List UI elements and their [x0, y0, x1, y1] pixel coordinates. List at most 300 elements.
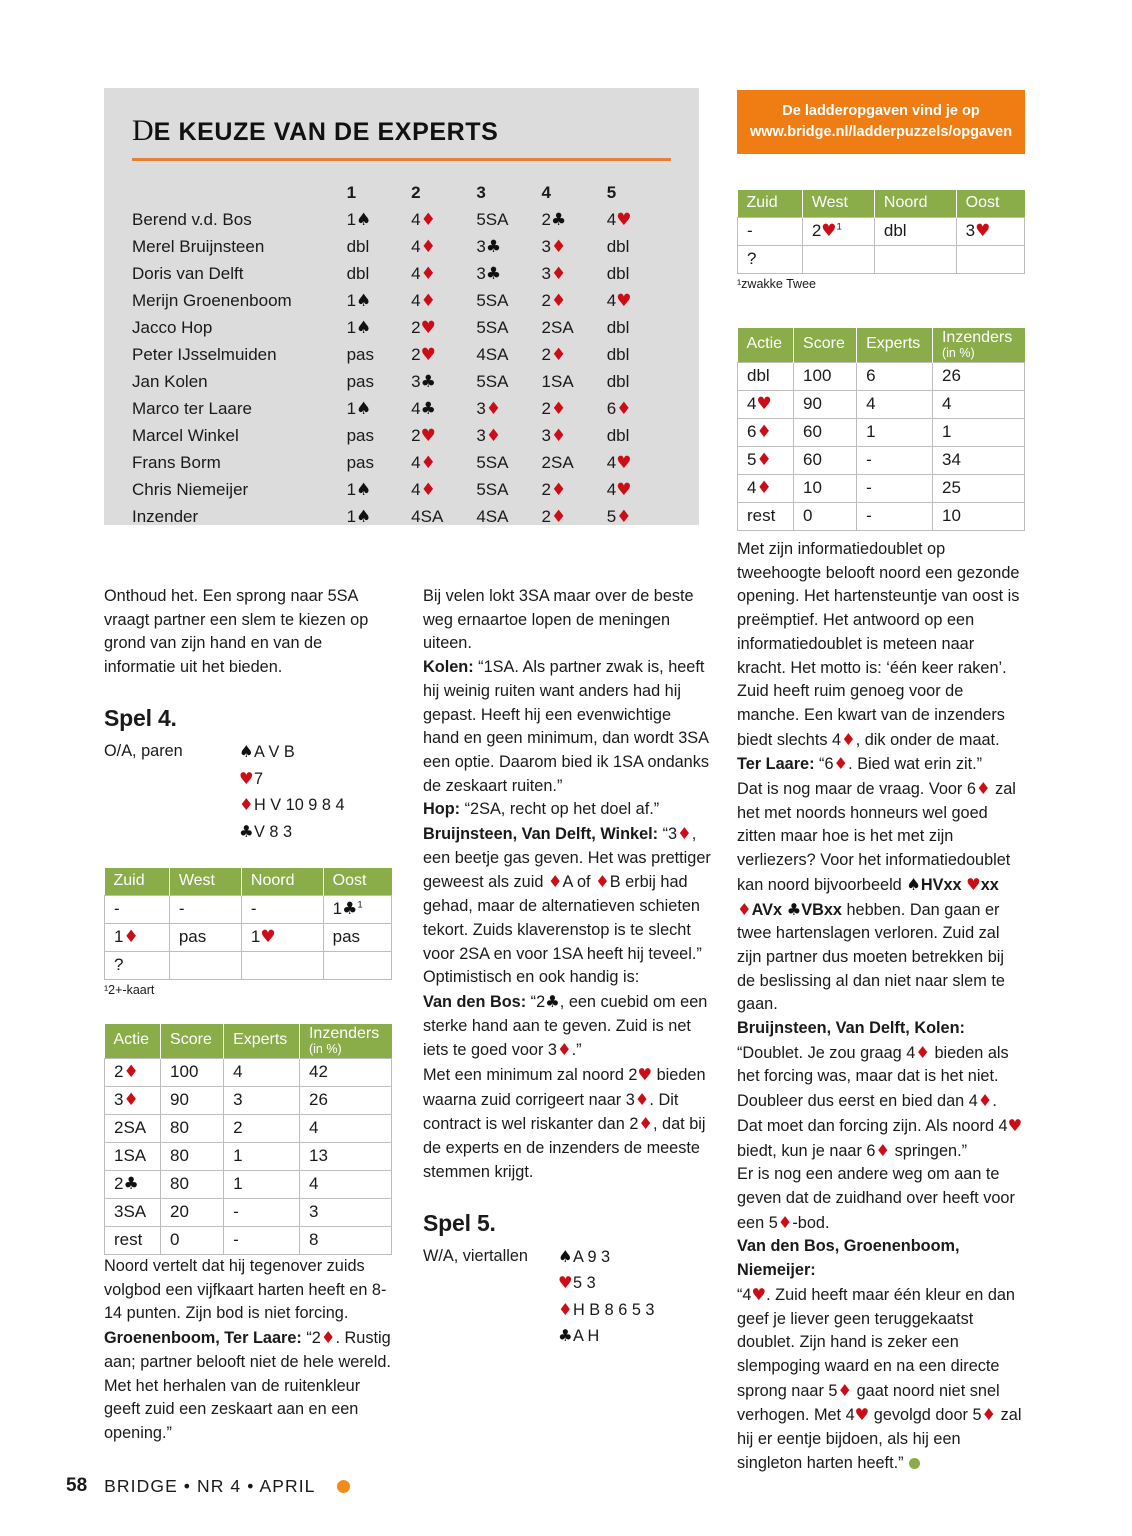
heart-icon: ♥	[616, 209, 632, 230]
expert-name: Inzender	[132, 506, 199, 526]
expert-bid-3: 3♦	[476, 398, 502, 419]
terlaare-speaker: Ter Laare:	[737, 755, 815, 774]
expert-bid-1: 1♠	[346, 506, 372, 527]
footer-dot-icon	[337, 1480, 350, 1493]
heart-icon: ♥	[616, 479, 632, 500]
c3-hand-diamonds: AVx	[751, 900, 787, 919]
expert-bid-1: 1♠	[346, 398, 372, 419]
diamond-icon: ♦	[756, 449, 772, 470]
kolen-speaker: Kolen:	[423, 658, 474, 677]
score-table-spel4-header	[105, 1024, 392, 1058]
club-icon: ♣	[123, 1173, 139, 1194]
diamond-icon: ♦	[558, 1299, 573, 1319]
spade-icon: ♠	[906, 874, 921, 894]
expert-bid-2: 4♦	[411, 452, 436, 473]
diamond-icon: ♦	[756, 477, 772, 498]
bidding-spel5-header-oost: Oost	[956, 190, 1024, 218]
diamond-icon: ♦	[551, 506, 567, 527]
score-spel4-cell: 1	[224, 1170, 300, 1198]
expert-name: Merijn Groenenboom	[132, 290, 292, 310]
score-spel4-cell: 3	[224, 1086, 300, 1114]
diamond-icon: ♦	[551, 425, 567, 446]
experts-choice-table	[132, 179, 671, 530]
score-spel4-cell: 100	[161, 1058, 224, 1086]
expert-bid-1: pas	[346, 452, 374, 472]
bidding-table-spel4	[104, 868, 392, 980]
bidding-spel4-cell: pas	[323, 924, 391, 952]
c3-p3-part2: -bod.	[792, 1213, 830, 1232]
bvk-part2: bieden als het forcing was, maar dat is het niet. Doubleer dus eerst en bied dan 4	[737, 1043, 1009, 1111]
score-spel4-row	[105, 1170, 392, 1198]
spel5-hearts	[558, 1270, 654, 1296]
experts-table-header-row	[132, 179, 671, 206]
diamond-icon: ♦	[777, 1212, 793, 1232]
experts-panel	[104, 88, 699, 525]
last-part3: . Dit contract is wel riskanter dan 2	[423, 1090, 679, 1134]
experts-col-3: 3	[476, 182, 486, 202]
diamond-icon: ♦	[123, 927, 139, 947]
score-spel5-cell: 25	[932, 474, 1024, 502]
score-spel4-cell: 4	[299, 1170, 391, 1198]
expert-bid-3: 5SA	[476, 452, 509, 472]
score-spel4-cell: 42	[299, 1058, 391, 1086]
score-spel4-row	[105, 1058, 392, 1086]
score-spel4-cell: 8	[299, 1226, 391, 1254]
diamond-icon: ♦	[737, 899, 752, 919]
column3-bvk	[737, 1017, 1025, 1163]
experts-table-row	[132, 287, 671, 314]
bidding-table-spel4-wrap	[104, 868, 392, 997]
diamond-icon: ♦	[420, 236, 436, 257]
diamond-icon: ♦	[551, 398, 567, 419]
expert-bid-1: pas	[346, 425, 374, 445]
expert-bid-4: 1SA	[541, 371, 574, 391]
promo-line-2: www.bridge.nl/ladderpuzzels/opgaven	[749, 123, 1013, 140]
terlaare-part2: . Bied wat erin zit.”	[848, 755, 983, 774]
experts-table-row	[132, 476, 671, 503]
bidding-spel5-header-west: West	[802, 190, 874, 218]
bvk-speaker: Bruijnsteen, Van Delft, Kolen:	[737, 1019, 965, 1038]
expert-bid-2: 4♣	[411, 398, 436, 419]
bidding-spel5-header-zuid: Zuid	[738, 190, 803, 218]
score-spel4-cell: -	[224, 1226, 300, 1254]
expert-bid-5: dbl	[606, 371, 630, 391]
spel5-heading: Spel 5.	[423, 1209, 496, 1236]
diamond-icon: ♦	[239, 795, 254, 815]
score-spel5-row	[738, 362, 1025, 390]
hop-body: “2SA, recht op het doel af.”	[460, 800, 660, 819]
expert-bid-3: 3♦	[476, 425, 502, 446]
expert-bid-3: 5SA	[476, 317, 509, 337]
bidding-table-spel5	[737, 190, 1025, 274]
score-spel5-cell: 10	[794, 474, 857, 502]
club-icon: ♣	[342, 899, 358, 919]
bgn-part5: zal hij er eentje bijdoen, als hij een singleton harten heeft.”	[737, 1406, 1022, 1472]
expert-name: Chris Niemeijer	[132, 479, 249, 499]
heart-icon: ♥	[854, 1405, 870, 1425]
terlaare-part1: “6	[814, 755, 834, 774]
spel5-spades	[558, 1244, 654, 1270]
last-part4: , dat bij de experts en de inzenders de meeste stemmen krijgt.	[423, 1115, 706, 1181]
column2-bvw	[423, 822, 711, 990]
expert-bid-2: 3♣	[411, 371, 436, 392]
spade-icon: ♠	[356, 209, 372, 230]
column1-intro: Onthoud het. Een sprong naar 5SA vraagt partner een slem te kiezen op grond van zijn hand en van de informatie uit het bieden.	[104, 587, 369, 677]
expert-bid-4: 2♣	[541, 209, 567, 230]
spel4-hand-cards	[239, 739, 345, 845]
club-icon: ♣	[420, 371, 436, 392]
c3-p3-part1: Er is nog een andere weg om aan te geven dat de zuidhand over heeft voor een 5	[737, 1165, 1015, 1232]
expert-bid-5: dbl	[606, 344, 630, 364]
score-spel5-cell: 34	[932, 446, 1024, 474]
expert-name: Jacco Hop	[132, 317, 213, 337]
score-spel5-cell: -	[857, 502, 933, 530]
club-icon: ♣	[786, 899, 802, 919]
spel4-hand-meta: O/A, paren	[104, 742, 183, 761]
score-spel4-header-actie: Actie	[105, 1024, 161, 1058]
bvk-part1: “Doublet. Je zou graag 4	[737, 1043, 916, 1062]
column2-bos	[423, 990, 711, 1063]
expert-bid-2: 4♦	[411, 236, 436, 257]
diamond-icon: ♦	[551, 479, 567, 500]
bidding-spel5-cell: 3♥	[956, 218, 1024, 246]
vandenbos-speaker: Van den Bos:	[423, 992, 527, 1011]
bidding-spel4-cell	[241, 952, 323, 980]
score-spel5-cell: rest	[738, 502, 794, 530]
c3-p1-part1: Met zijn informatiedoublet op tweehoogte belooft noord een gezonde opening. Het hartensteuntje van oost is preëmptief. Het antwoord op een informatiedoublet is meteen naar kracht. Het motto is: ‘één keer raken’. Zuid heeft ruim genoeg voor de manche. Een kwart van de inzenders biedt slechts 4	[737, 540, 1020, 749]
expert-bid-1: dbl	[346, 263, 370, 283]
spade-icon: ♠	[356, 479, 372, 500]
bidding-table-spel4-footnote: ¹2+-kaart	[104, 983, 155, 997]
bvk-part3: . Dat moet dan forcing zijn. Als noord 4	[737, 1092, 1008, 1135]
bidding-spel5-cell: dbl	[874, 218, 956, 246]
bidding-table-spel5-footnote: ¹zwakke Twee	[737, 277, 816, 291]
score-spel5-cell: 6	[857, 362, 933, 390]
text-column-2	[423, 585, 711, 1350]
diamond-icon: ♦	[420, 263, 436, 284]
footnote-marker: 1	[836, 221, 842, 233]
score-spel5-cell: 90	[794, 390, 857, 418]
diamond-icon: ♦	[875, 1140, 891, 1160]
expert-bid-4: 3♦	[541, 425, 567, 446]
score-spel5-cell: 26	[932, 362, 1024, 390]
expert-bid-2: 4SA	[411, 506, 444, 526]
expert-name: Peter IJsselmuiden	[132, 344, 277, 364]
c3-p1-part2: , dik onder de maat.	[855, 730, 1000, 749]
spel4-hearts-cards: 7	[254, 769, 264, 788]
diamond-icon: ♦	[616, 506, 632, 527]
bvw-part4: B erbij had gehad, maar de alternatieven schieten tekort. Zuids klaverenstop is te slecht voor 2SA en voor 1SA heeft hij teveel.” Optimistisch en ook handig is:	[423, 873, 702, 987]
diamond-icon: ♦	[616, 398, 632, 419]
score-spel4-cell: 4	[224, 1058, 300, 1086]
spel5-diamonds-cards: H B 8 6 5 3	[573, 1300, 655, 1319]
diamond-icon: ♦	[756, 421, 772, 442]
spade-icon: ♠	[356, 506, 372, 527]
expert-bid-4: 2♦	[541, 290, 567, 311]
column3-p2	[737, 777, 1025, 1017]
column2-last	[423, 1063, 711, 1185]
diamond-icon: ♦	[485, 398, 502, 419]
expert-name: Doris van Delft	[132, 263, 244, 283]
bidding-spel5-header-noord: Noord	[874, 190, 956, 218]
diamond-icon: ♦	[123, 1061, 139, 1082]
bidding-spel4-row	[105, 896, 392, 924]
spel5-clubs-cards: A H	[573, 1327, 600, 1346]
score-spel4-cell: 13	[299, 1142, 391, 1170]
diamond-icon: ♦	[833, 754, 849, 774]
score-spel5-cell: dbl	[738, 362, 794, 390]
bidding-spel4-cell	[323, 952, 391, 980]
heart-icon: ♥	[1007, 1115, 1023, 1135]
expert-bid-4: 2SA	[541, 317, 574, 337]
experts-table-row	[132, 314, 671, 341]
expert-bid-1: 1♠	[346, 479, 372, 500]
experts-col-2: 2	[411, 182, 421, 202]
score-spel4-cell: 26	[299, 1086, 391, 1114]
score-spel4-cell: 2SA	[105, 1114, 161, 1142]
score-spel4-header-inzenders: Inzenders (in %)	[299, 1024, 391, 1058]
score-spel5-header-inzenders: Inzenders (in %)	[932, 328, 1024, 362]
text-column-1	[104, 585, 392, 845]
diamond-icon: ♦	[420, 452, 436, 473]
score-spel5-cell: 6♦	[738, 418, 794, 446]
expert-bid-4: 2♦	[541, 398, 567, 419]
bidding-spel4-cell: 1♥	[241, 924, 323, 952]
bvw-part3: A of	[562, 873, 596, 892]
score-spel5-cell: -	[857, 474, 933, 502]
footer-text: BRIDGE • NR 4 • APRIL	[104, 1475, 316, 1496]
score-table-spel5-header	[738, 328, 1025, 362]
spade-icon: ♠	[356, 317, 372, 338]
heart-icon: ♥	[616, 452, 632, 473]
bidding-spel4-row	[105, 924, 392, 952]
spel4-hand-row	[104, 739, 392, 845]
bvw-speaker: Bruijnsteen, Van Delft, Winkel:	[423, 825, 659, 844]
score-table-spel5-wrap	[737, 328, 1025, 531]
score-spel4-row	[105, 1114, 392, 1142]
score-spel5-header-actie: Actie	[738, 328, 794, 362]
heart-icon: ♥	[420, 344, 436, 365]
expert-bid-4: 2♦	[541, 479, 567, 500]
title-divider	[132, 158, 671, 161]
score-table-spel4	[104, 1024, 392, 1255]
experts-table-row	[132, 503, 671, 530]
experts-table-row	[132, 395, 671, 422]
experts-col-5: 5	[606, 182, 617, 202]
expert-bid-2: 4♦	[411, 263, 436, 284]
spel4-clubs	[239, 819, 345, 845]
score-table-spel5-body	[738, 362, 1025, 530]
expert-bid-5: 4♥	[606, 452, 632, 473]
bos-part1: “2	[526, 992, 546, 1011]
diamond-icon: ♦	[420, 290, 436, 311]
expert-bid-2: 4♦	[411, 209, 436, 230]
column3-bgn	[737, 1235, 1025, 1475]
diamond-icon: ♦	[595, 872, 610, 892]
bidding-table-spel5-body	[738, 218, 1025, 274]
diamond-icon: ♦	[547, 872, 563, 892]
diamond-icon: ♦	[485, 425, 502, 446]
bidding-spel4-cell: 1♣$^1$	[323, 896, 391, 924]
bidding-spel4-cell: -	[105, 896, 170, 924]
column1-quote-speaker: Groenenboom, Ter Laare:	[104, 1329, 302, 1348]
club-icon: ♣	[551, 209, 567, 230]
c3-p2-part2: zal het met noords honneurs wel goed zitten maar hoe is het met zijn verliezers? Voor het informatiedoublet kan noord bijvoorbeeld	[737, 780, 1016, 894]
club-icon: ♣	[239, 821, 254, 841]
diamond-icon: ♦	[551, 263, 567, 284]
heart-icon: ♥	[751, 1284, 767, 1304]
bos-part3: .”	[571, 1041, 582, 1060]
expert-bid-3: 3♣	[476, 236, 502, 257]
diamond-icon: ♦	[837, 1380, 853, 1400]
expert-bid-3: 5SA	[476, 209, 509, 229]
bidding-spel5-cell: ?	[738, 246, 803, 274]
score-spel4-cell: 2	[224, 1114, 300, 1142]
club-icon: ♣	[558, 1326, 573, 1346]
bidding-spel4-header-zuid: Zuid	[105, 868, 170, 896]
expert-bid-3: 5SA	[476, 290, 509, 310]
heart-icon: ♥	[756, 393, 772, 414]
score-spel4-header-score: Score	[161, 1024, 224, 1058]
score-spel5-cell: 100	[794, 362, 857, 390]
bidding-spel4-cell: pas	[169, 924, 241, 952]
score-spel4-cell: 80	[161, 1142, 224, 1170]
bidding-spel4-cell: ?	[105, 952, 170, 980]
spel4-diamonds-cards: H V 10 9 8 4	[254, 796, 345, 815]
score-spel4-header-experts: Experts	[224, 1024, 300, 1058]
expert-bid-5: 4♥	[606, 479, 632, 500]
column1-quote-post: . Rustig aan; partner belooft niet de hele wereld. Met het herhalen van de ruitenkleur geeft zuid een zeskaart aan en een opening.”	[104, 1329, 391, 1442]
bidding-spel5-row	[738, 246, 1025, 274]
expert-name: Berend v.d. Bos	[132, 209, 252, 229]
kolen-body: “1SA. Als partner zwak is, heeft hij weinig ruiten want anders had hij gepast. Heeft hij een evenwichtige hand en geen minimum, dan wordt 3SA een optie. Daarom bied ik 1SA ondanks de zeskaart ruiten.”	[423, 658, 710, 795]
spel4-spades	[239, 739, 345, 765]
score-spel4-cell: rest	[105, 1226, 161, 1254]
expert-bid-5: dbl	[606, 263, 630, 283]
ladder-promo-box	[737, 90, 1025, 154]
expert-bid-5: 5♦	[606, 506, 632, 527]
diamond-icon: ♦	[420, 209, 436, 230]
expert-bid-5: dbl	[606, 317, 630, 337]
expert-bid-1: 1♠	[346, 209, 372, 230]
heart-icon: ♥	[975, 221, 991, 241]
title-text: E KEUZE VAN DE EXPERTS	[153, 118, 499, 146]
bidding-spel5-cell	[802, 246, 874, 274]
club-icon: ♣	[485, 236, 502, 257]
column3-p1	[737, 538, 1025, 752]
expert-name: Jan Kolen	[132, 371, 208, 391]
score-spel5-header-score: Score	[794, 328, 857, 362]
experts-col-1: 1	[346, 182, 357, 202]
bgn-speaker: Van den Bos, Groenenboom, Niemeijer:	[737, 1237, 960, 1280]
score-spel5-cell: 1	[932, 418, 1024, 446]
c3-p2-part3: hebben. Dan gaan er twee hartenslagen verloren. Zuid zal zijn partner dus moeten betrekken bij de beslissing al dan niet naar slem te gaan.	[737, 900, 1005, 1014]
expert-bid-2: 4♦	[411, 479, 436, 500]
club-icon: ♣	[485, 263, 502, 284]
score-table-spel5	[737, 328, 1025, 531]
score-spel5-cell: 5♦	[738, 446, 794, 474]
score-spel4-cell: 3SA	[105, 1198, 161, 1226]
score-spel5-row	[738, 474, 1025, 502]
column3-terlaare	[737, 752, 1025, 777]
bvw-part2: , een beetje gas geven. Het was prettiger geweest als zuid	[423, 825, 711, 892]
heart-icon: ♥	[420, 317, 436, 338]
score-spel5-cell: 4	[857, 390, 933, 418]
c3-p2-part1: Dat is nog maar de vraag. Voor 6	[737, 780, 976, 799]
end-of-article-mark	[909, 1458, 920, 1469]
score-spel4-cell: 4	[299, 1114, 391, 1142]
bvk-part4: biedt, kun je naar 6	[737, 1141, 876, 1160]
bgn-part4: gevolgd door 5	[869, 1406, 982, 1425]
diamond-icon: ♦	[551, 290, 567, 311]
experts-table-row	[132, 341, 671, 368]
spel4-hearts	[239, 766, 345, 792]
score-spel4-cell: -	[224, 1198, 300, 1226]
bidding-spel4-cell	[169, 952, 241, 980]
hop-speaker: Hop:	[423, 800, 461, 819]
experts-name-header	[132, 179, 347, 206]
diamond-icon: ♦	[977, 1091, 993, 1111]
expert-name: Marcel Winkel	[132, 425, 239, 445]
experts-table-row	[132, 449, 671, 476]
column1-quote-pre: “2	[301, 1329, 321, 1348]
diamond-icon: ♦	[975, 779, 991, 799]
score-spel4-row	[105, 1226, 392, 1254]
expert-bid-2: 4♦	[411, 290, 436, 311]
score-table-spel4-wrap	[104, 1024, 392, 1255]
bidding-spel5-row	[738, 218, 1025, 246]
expert-bid-2: 2♥	[411, 317, 436, 338]
heart-icon: ♥	[966, 874, 981, 894]
score-spel5-cell: 4	[932, 390, 1024, 418]
expert-bid-2: 2♥	[411, 425, 436, 446]
c3-hand-spades: HVxx	[920, 875, 967, 894]
score-table-spel4-body	[105, 1058, 392, 1254]
bidding-spel5-cell	[874, 246, 956, 274]
bvw-part1: “3	[658, 825, 678, 844]
expert-bid-3: 4SA	[476, 506, 509, 526]
spel5-hand-row	[423, 1244, 711, 1350]
score-spel5-cell: 4♥	[738, 390, 794, 418]
spel5-hand-cards	[558, 1244, 654, 1350]
bidding-spel4-row	[105, 952, 392, 980]
score-spel4-row	[105, 1142, 392, 1170]
bidding-spel4-cell: -	[169, 896, 241, 924]
c3-hand-hearts: xx	[980, 875, 999, 894]
page-number: 58	[66, 1475, 88, 1496]
bidding-spel5-cell: -	[738, 218, 803, 246]
expert-bid-4: 3♦	[541, 236, 567, 257]
text-column-3	[737, 538, 1025, 1475]
heart-icon: ♥	[420, 425, 436, 446]
expert-name: Frans Borm	[132, 452, 221, 472]
expert-bid-4: 2SA	[541, 452, 574, 472]
footnote-marker: 1	[357, 899, 363, 911]
heart-icon: ♥	[558, 1273, 573, 1293]
bidding-spel4-header-oost: Oost	[323, 868, 391, 896]
spade-icon: ♠	[239, 742, 254, 762]
heart-icon: ♥	[260, 927, 276, 947]
bidding-spel4-header-noord: Noord	[241, 868, 323, 896]
club-icon: ♣	[420, 398, 436, 419]
score-spel4-cell: 1	[224, 1142, 300, 1170]
diamond-icon: ♦	[320, 1328, 336, 1348]
spade-icon: ♠	[356, 398, 372, 419]
bidding-table-spel4-body	[105, 896, 392, 980]
expert-bid-5: dbl	[606, 236, 630, 256]
score-spel5-row	[738, 446, 1025, 474]
experts-col-4: 4	[541, 182, 551, 202]
